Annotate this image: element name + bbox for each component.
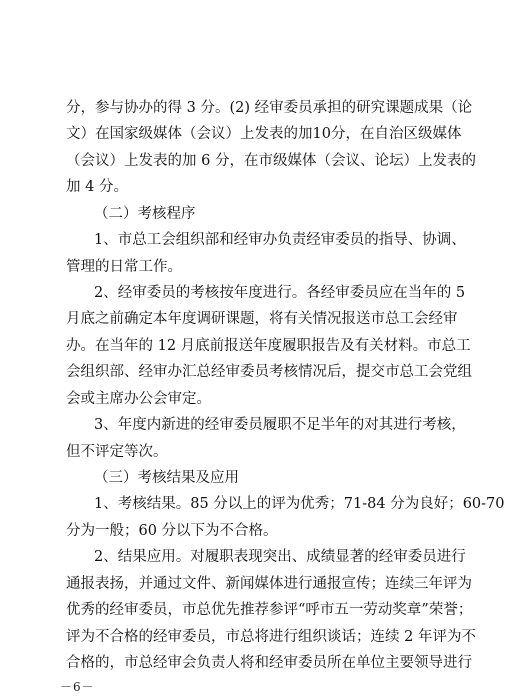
body-text-line: 合格的，市总经审会负责人将和经审委员所在单位主要领导进行	[66, 655, 472, 671]
body-text-line: 优秀的经审委员，市总优先推荐参评“呼市五一劳动奖章”荣誉；	[66, 602, 473, 619]
body-text-line: 管理的日常工作。	[66, 258, 182, 275]
body-text-line: 2、结果应用。对履职表现突出、成绩显著的经审委员进行	[94, 549, 466, 566]
body-text-line: 文）在国家级媒体（会议）上发表的加10分，在自治区级媒体	[66, 126, 462, 143]
body-text-line: 加 4 分。	[66, 179, 128, 196]
body-text-line: 会组织部、经审办汇总经审委员考核情况后，提交市总工会党组	[66, 364, 472, 381]
body-text-line: 1、市总工会组织部和经审办负责经审委员的指导、协调、	[94, 232, 466, 249]
body-text-line: 3、年度内新进的经审委员履职不足半年的对其进行考核，	[94, 417, 466, 434]
body-text-line: 2、经审委员的考核按年度进行。各经审委员应在当年的 5	[94, 285, 466, 301]
body-text-line: （会议）上发表的加 6 分，在市级媒体（会议、论坛）上发表的	[66, 152, 476, 169]
body-text-line: 会或主席办公会审定。	[66, 390, 211, 407]
body-text-line: 分，参与协办的得 3 分。(2) 经审委员承担的研究课题成果（论	[66, 100, 473, 116]
body-text-line: 办。在当年的 12 月底前报送年度履职报告及有关材料。市总工	[66, 337, 471, 354]
body-text-line: 1、考核结果。85 分以上的评为优秀；71-84 分为良好；60-70	[94, 496, 505, 513]
page-number: －6－	[60, 680, 95, 694]
body-text-line: 分为一般；60 分以下为不合格。	[66, 522, 278, 539]
body-text-line: 月底之前确定本年度调研课题，将有关情况报送市总工会经审	[66, 311, 458, 328]
body-text-line: 评为不合格的经审委员，市总将进行组织谈话；连续 2 年评为不	[66, 628, 476, 645]
body-text-line: 但不评定等次。	[66, 443, 168, 460]
body-text-line: 通报表扬，并通过文件、新闻媒体进行通报宣传；连续三年评为	[66, 575, 472, 592]
section-heading-results: （三）考核结果及应用	[94, 470, 239, 486]
section-heading-procedure: （二）考核程序	[94, 205, 196, 222]
